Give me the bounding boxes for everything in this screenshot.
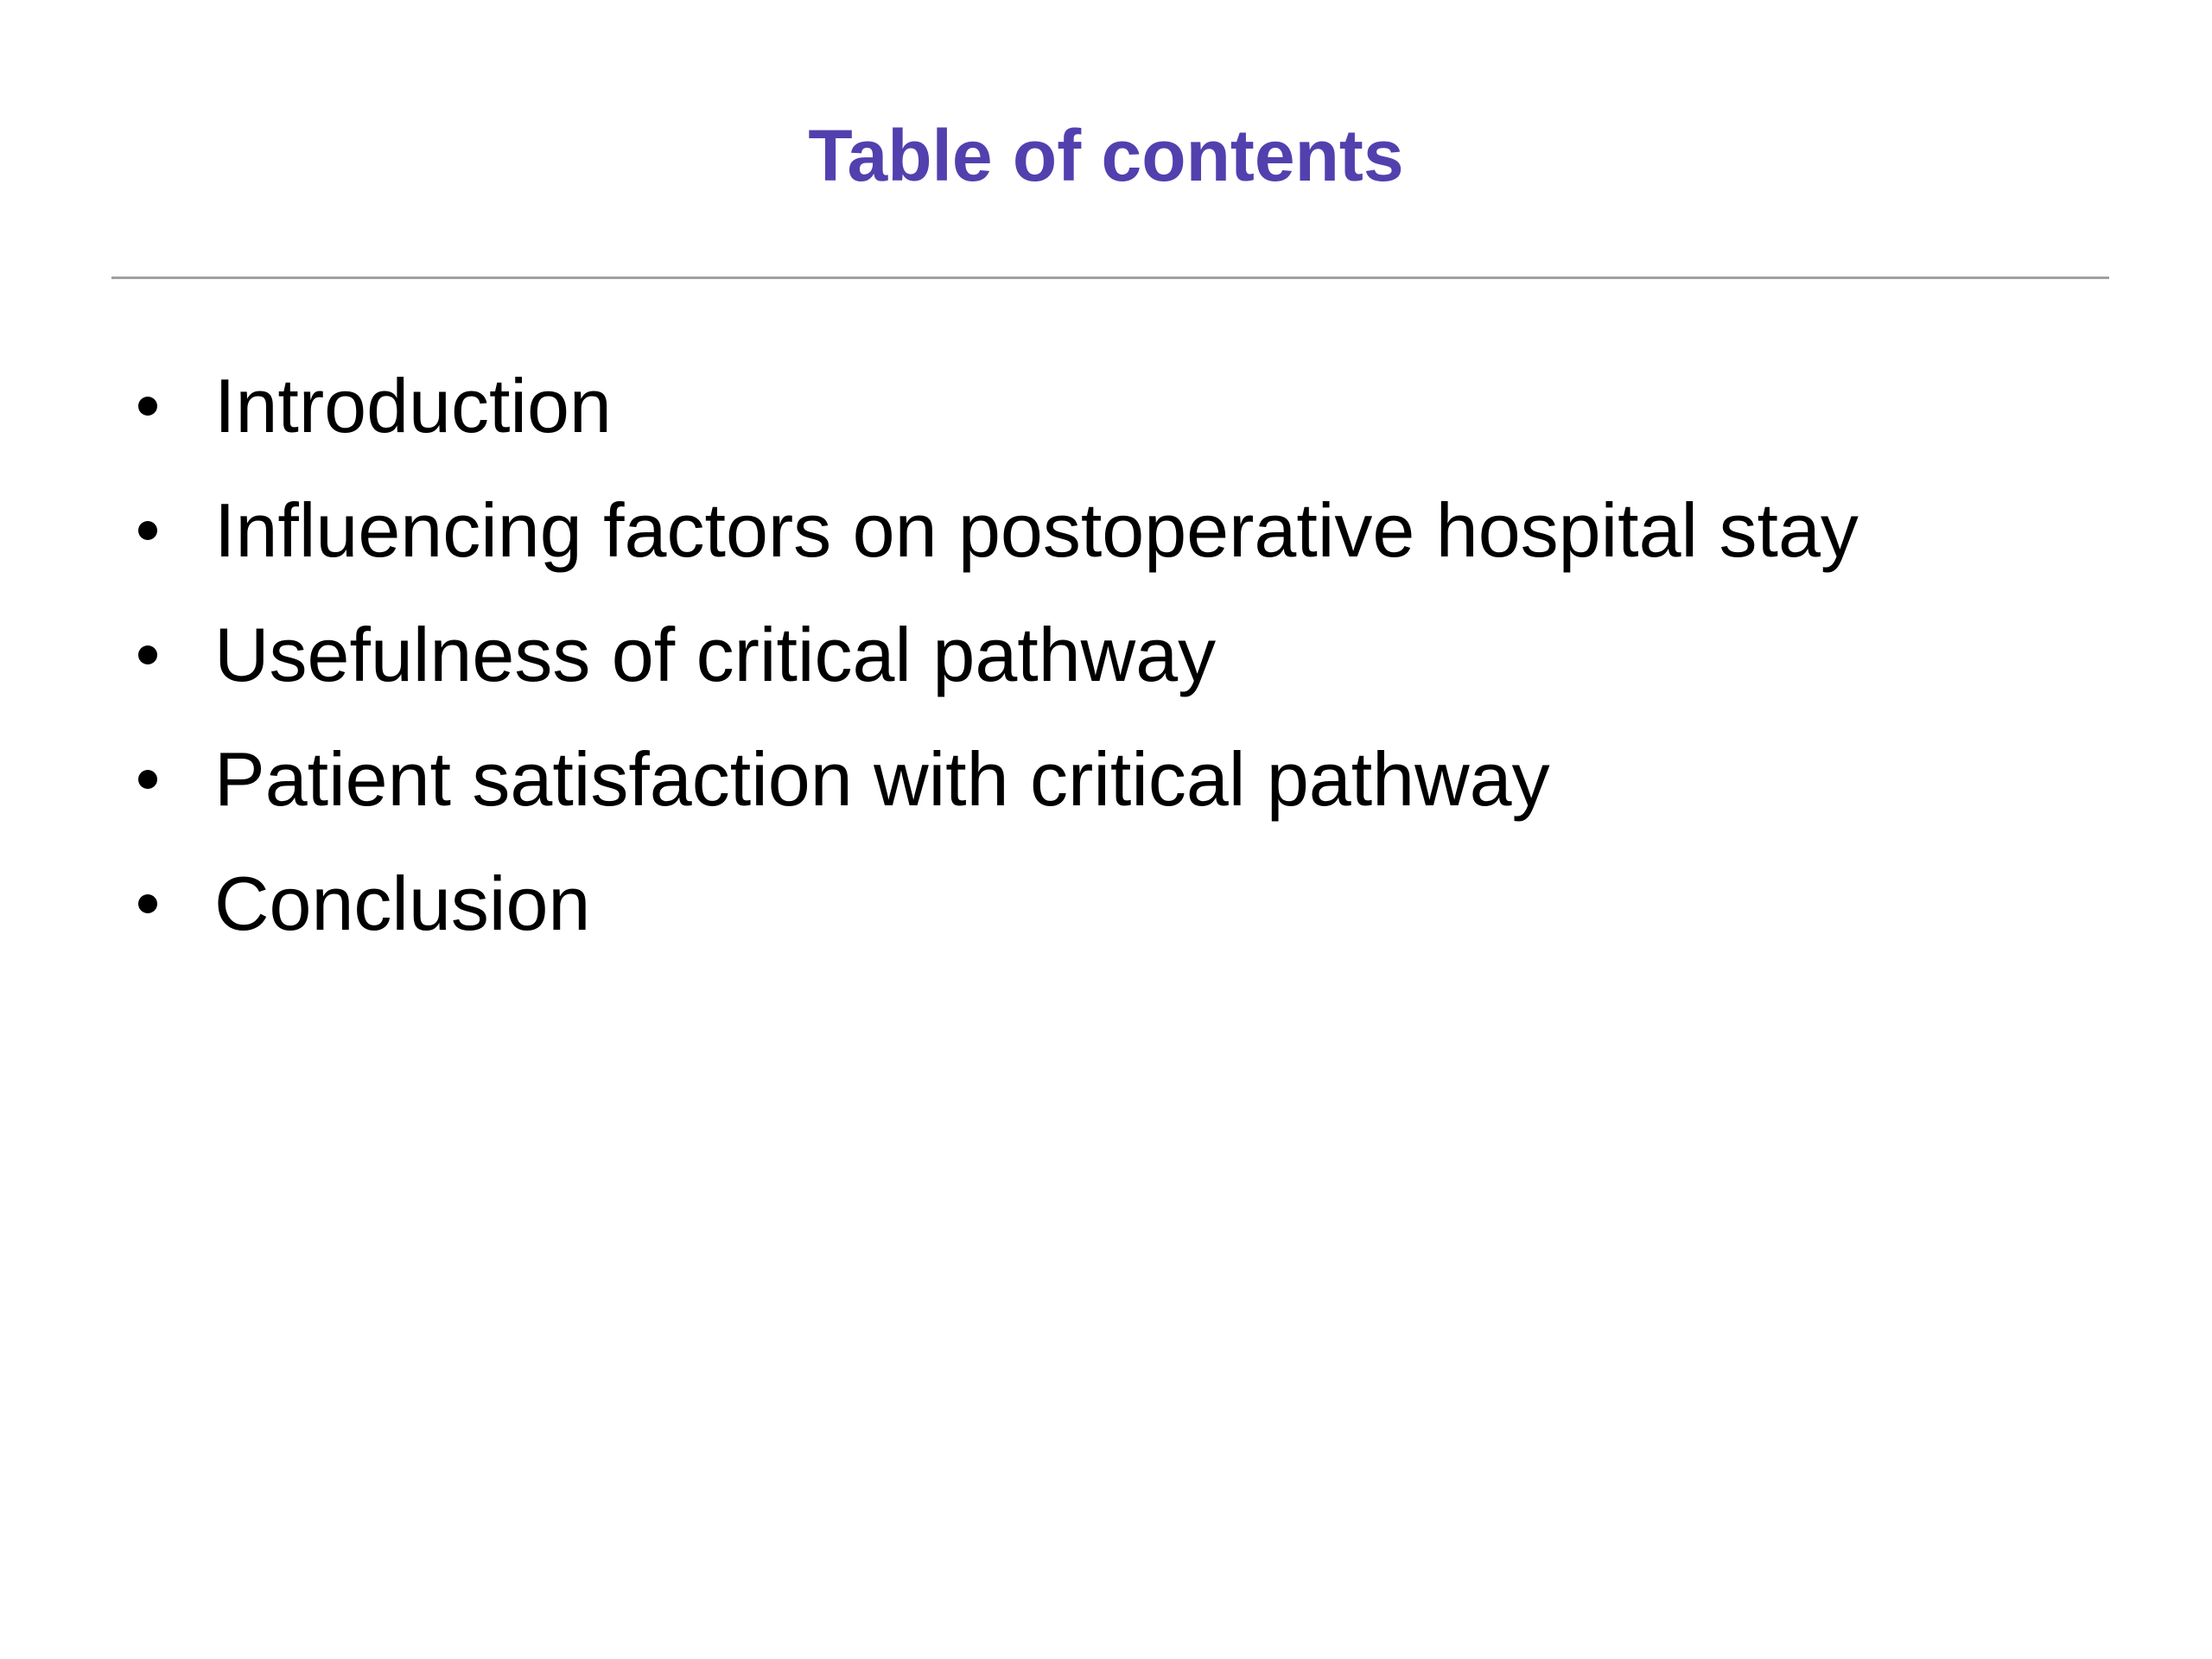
list-item-patient-satisfaction: [130, 717, 2160, 842]
list-item-label: Introduction: [214, 363, 612, 448]
bullet-icon: [138, 645, 157, 664]
bullet-icon: [138, 770, 157, 789]
list-item-label: Usefulness of critical pathway: [214, 612, 1217, 697]
list-item-usefulness: [130, 593, 2160, 717]
list-item-label: Influencing factors on postoperative hospital stay: [214, 487, 1859, 573]
list-item-label: Conclusion: [214, 861, 591, 946]
title-divider: [111, 276, 2109, 279]
list-item-conclusion: [130, 842, 2160, 966]
bullet-icon: [138, 894, 157, 913]
list-item-introduction: [130, 344, 2160, 468]
list-item-influencing-factors: [130, 468, 2160, 593]
bullet-icon: [138, 397, 157, 416]
list-item-label: Patient satisfaction with critical pathway: [214, 736, 1550, 822]
bullet-icon: [138, 521, 157, 540]
contents-list: [130, 344, 2160, 966]
slide-title: Table of contents: [808, 115, 1404, 196]
